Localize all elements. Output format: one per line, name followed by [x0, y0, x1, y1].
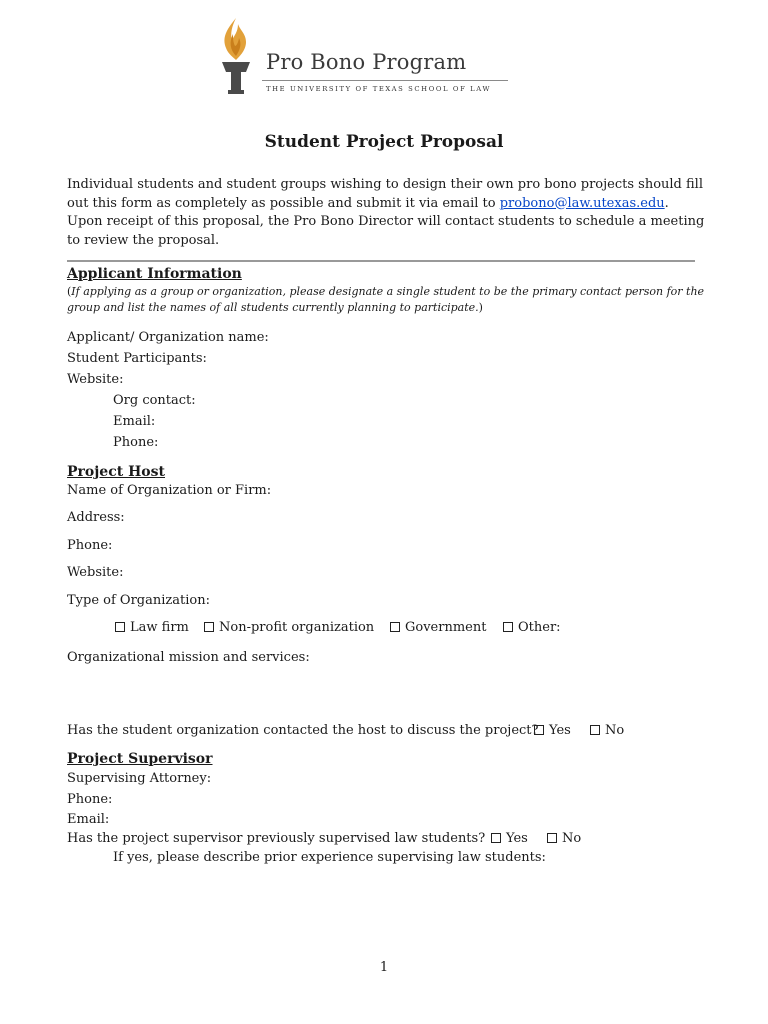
org-type-label: Type of Organization: [67, 593, 210, 608]
logo-title: Pro Bono Program [266, 50, 467, 74]
yes-label: Yes [549, 723, 571, 738]
host-phone-label: Phone: [67, 538, 113, 553]
option-label: Government [405, 620, 487, 635]
torch-logo-icon [216, 16, 256, 96]
note-text: If applying as a group or organization, please designate a single student to be the primary contact person for the group and list the names of all students currently planning to participate. [67, 285, 705, 314]
applicant-name-label: Applicant/ Organization name: [67, 330, 269, 345]
supervisor-phone-label: Phone: [67, 792, 113, 807]
prior-experience-followup: If yes, please describe prior experience supervising law students: [113, 850, 546, 865]
applicant-phone-label: Phone: [113, 435, 159, 450]
supervising-attorney-label: Supervising Attorney: [67, 771, 212, 786]
prior-supervision-yes[interactable] [491, 830, 528, 848]
prior-supervision-question: Has the project supervisor previously supervised law students? [67, 831, 486, 846]
no-label: No [562, 831, 582, 846]
org-type-government[interactable] [390, 619, 486, 637]
option-label: Other: [518, 620, 561, 635]
yes-label: Yes [506, 831, 528, 846]
checkbox[interactable] [491, 833, 501, 843]
host-address-label: Address: [67, 510, 125, 525]
host-org-name-label: Name of Organization or Firm: [67, 483, 272, 498]
checkbox[interactable] [115, 622, 125, 632]
project-supervisor-heading: Project Supervisor [67, 751, 213, 767]
logo-subtitle: THE UNIVERSITY OF TEXAS SCHOOL OF LAW [266, 85, 492, 93]
prior-supervision-no[interactable] [547, 830, 581, 848]
applicant-email-label: Email: [113, 414, 156, 429]
host-website-label: Website: [67, 565, 124, 580]
org-type-law-firm[interactable] [115, 619, 189, 637]
checkbox[interactable] [503, 622, 513, 632]
checkbox[interactable] [590, 725, 600, 735]
project-host-heading: Project Host [67, 464, 165, 480]
checkbox[interactable] [534, 725, 544, 735]
org-type-other[interactable] [503, 619, 561, 637]
section-divider [67, 260, 695, 262]
host-contacted-question: Has the student organization contacted the host to discuss the project? [67, 723, 539, 738]
host-contacted-no[interactable] [590, 722, 624, 740]
applicant-website-label: Website: [67, 372, 124, 387]
applicant-note [67, 284, 707, 316]
checkbox[interactable] [390, 622, 400, 632]
intro-text-before: Individual students and student groups wishing to design their own pro bono projects should fill out this form as completely as possible and submit it via email to [67, 177, 703, 211]
note-open-paren: ( [67, 285, 72, 298]
host-contacted-yes[interactable] [534, 722, 571, 740]
no-label: No [605, 723, 625, 738]
email-link[interactable]: probono@law.utexas.edu [499, 195, 665, 211]
document-title: Student Project Proposal [264, 132, 504, 152]
org-type-non-profit[interactable] [204, 619, 374, 637]
student-participants-label: Student Participants: [67, 351, 207, 366]
org-mission-label: Organizational mission and services: [67, 650, 310, 665]
intro-text-after: . Upon receipt of this proposal, the Pro Bono Director will contact students to schedule a meeting to review the proposal. [67, 195, 705, 248]
org-contact-label: Org contact: [113, 393, 196, 408]
checkbox[interactable] [547, 833, 557, 843]
supervisor-email-label: Email: [67, 812, 110, 827]
option-label: Non-profit organization [219, 620, 375, 635]
checkbox[interactable] [204, 622, 214, 632]
logo-divider [262, 80, 508, 81]
intro-paragraph [67, 176, 707, 250]
page-number: 1 [379, 960, 389, 975]
option-label: Law firm [130, 620, 189, 635]
applicant-heading: Applicant Information [67, 266, 242, 282]
note-close-paren: ) [478, 301, 483, 314]
